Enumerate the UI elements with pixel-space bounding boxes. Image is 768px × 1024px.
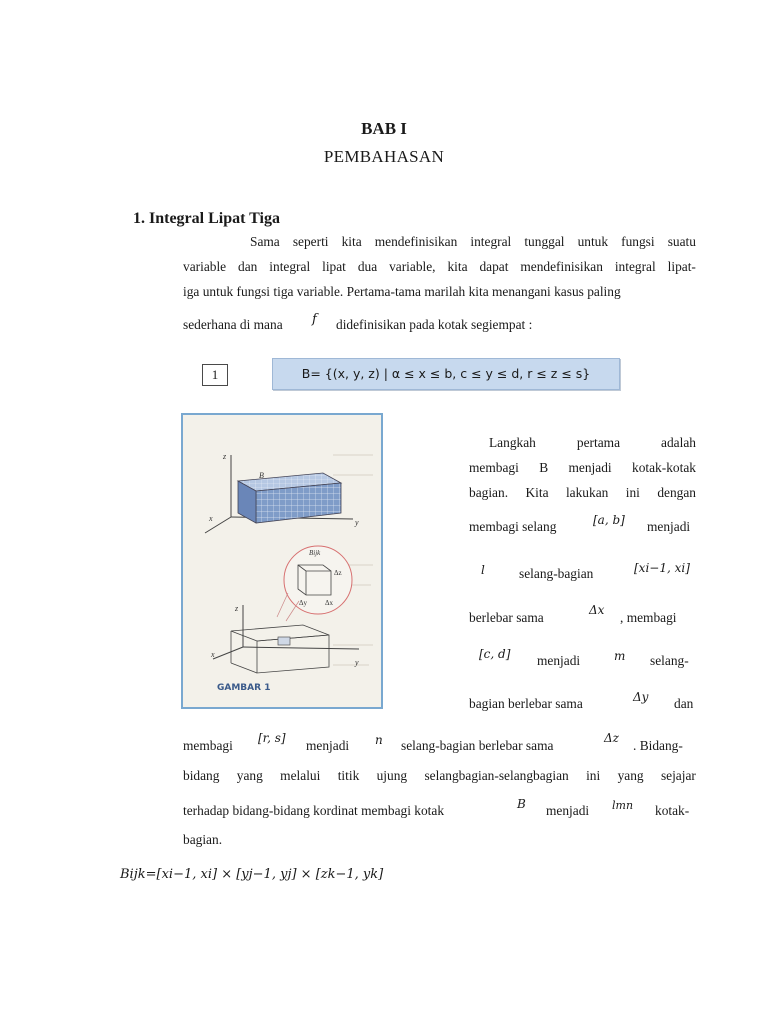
intro-line-4b: didefinisikan pada kotak segiempat : (336, 317, 533, 332)
fig-b-label: B (259, 471, 264, 480)
side-line-7: menjadi (537, 653, 581, 668)
chapter-heading: BAB I (361, 119, 407, 138)
cont-line-1b: menjadi (306, 738, 350, 753)
cont-line-2: bidang yang melalui titik ujung selangbagian-selangbagian ini yang sejajar (183, 768, 696, 783)
intro-line-1: Sama seperti kita mendefinisikan integral tunggal untuk fungsi suatu (250, 234, 696, 249)
side-line-6a: berlebar sama (469, 610, 544, 625)
side-line-7b: selang- (650, 653, 689, 668)
cont-line-1a: membagi (183, 738, 233, 753)
side-line-1: Langkah pertama adalah (489, 435, 696, 450)
math-b: B (517, 797, 526, 811)
side-line-5: selang-bagian (519, 566, 594, 581)
side-line-8b: dan (674, 696, 694, 711)
math-delta-x: Δx (589, 603, 605, 617)
math-interval-xi: [xi−1, xi] (634, 561, 690, 575)
math-n: n (375, 733, 383, 747)
math-interval-ab: [a, b] (593, 513, 625, 527)
math-lmn: lmn (612, 799, 634, 812)
math-interval-rs: [r, s] (258, 731, 286, 745)
math-delta-y: Δy (633, 690, 649, 704)
intro-line-2: variable dan integral lipat dua variable, kita dapat mendefinisikan integral lipat- (183, 259, 696, 274)
side-line-2: membagi B menjadi kotak-kotak (469, 460, 696, 475)
fig-dy-label: Δy (299, 599, 308, 607)
math-interval-cd: [c, d] (479, 647, 511, 661)
fig-x-label-bottom: x (211, 650, 215, 659)
intro-line-4a: sederhana di mana (183, 317, 283, 332)
fig-z-label-top: z (223, 452, 227, 461)
fig-x-label-top: x (209, 514, 213, 523)
cont-line-1d: . Bidang- (633, 738, 683, 753)
math-l: l (481, 563, 485, 577)
cont-line-3a: terhadap bidang-bidang kordinat membagi kotak (183, 803, 445, 818)
fig-y-label-top: y (355, 518, 359, 527)
cont-line-3b: menjadi (546, 803, 590, 818)
set-definition-box: B= {(x, y, z) | α ≤ x ≤ b, c ≤ y ≤ d, r ≤ z ≤ s} (272, 358, 620, 390)
side-line-3: bagian. Kita lakukan ini dengan (469, 485, 696, 500)
math-delta-z: Δz (604, 731, 619, 745)
side-line-4a: membagi selang (469, 519, 557, 534)
fig-y-label-bottom: y (355, 658, 359, 667)
formula-bijk: Bijk=[xi−1, xi] × [yj−1, yj] × [zk−1, yk] (120, 867, 384, 882)
cont-line-3c: kotak- (655, 803, 690, 818)
side-line-8a: bagian berlebar sama (469, 696, 583, 711)
cont-line-1c: selang-bagian berlebar sama (401, 738, 554, 753)
fig-bijk-label: Bijk (309, 549, 321, 557)
figure-illustration (183, 415, 381, 707)
cont-line-4: bagian. (183, 832, 223, 847)
figure-gambar-1 (181, 413, 383, 709)
fig-dx-label: Δx (325, 599, 334, 607)
intro-line-3: iga untuk fungsi tiga variable. Pertama-tama marilah kita menangani kasus paling (183, 284, 621, 299)
math-f: f (312, 312, 317, 327)
figure-caption: GAMBAR 1 (217, 683, 271, 693)
math-m: m (614, 649, 626, 663)
fig-dz-label: Δz (334, 569, 342, 577)
side-line-6b: , membagi (620, 610, 677, 625)
equation-number: 1 (202, 364, 228, 386)
fig-z-label-bottom: z (235, 604, 239, 613)
side-line-4b: menjadi (647, 519, 691, 534)
chapter-subtitle: PEMBAHASAN (323, 147, 445, 166)
section-title: 1. Integral Lipat Tiga (133, 210, 280, 227)
